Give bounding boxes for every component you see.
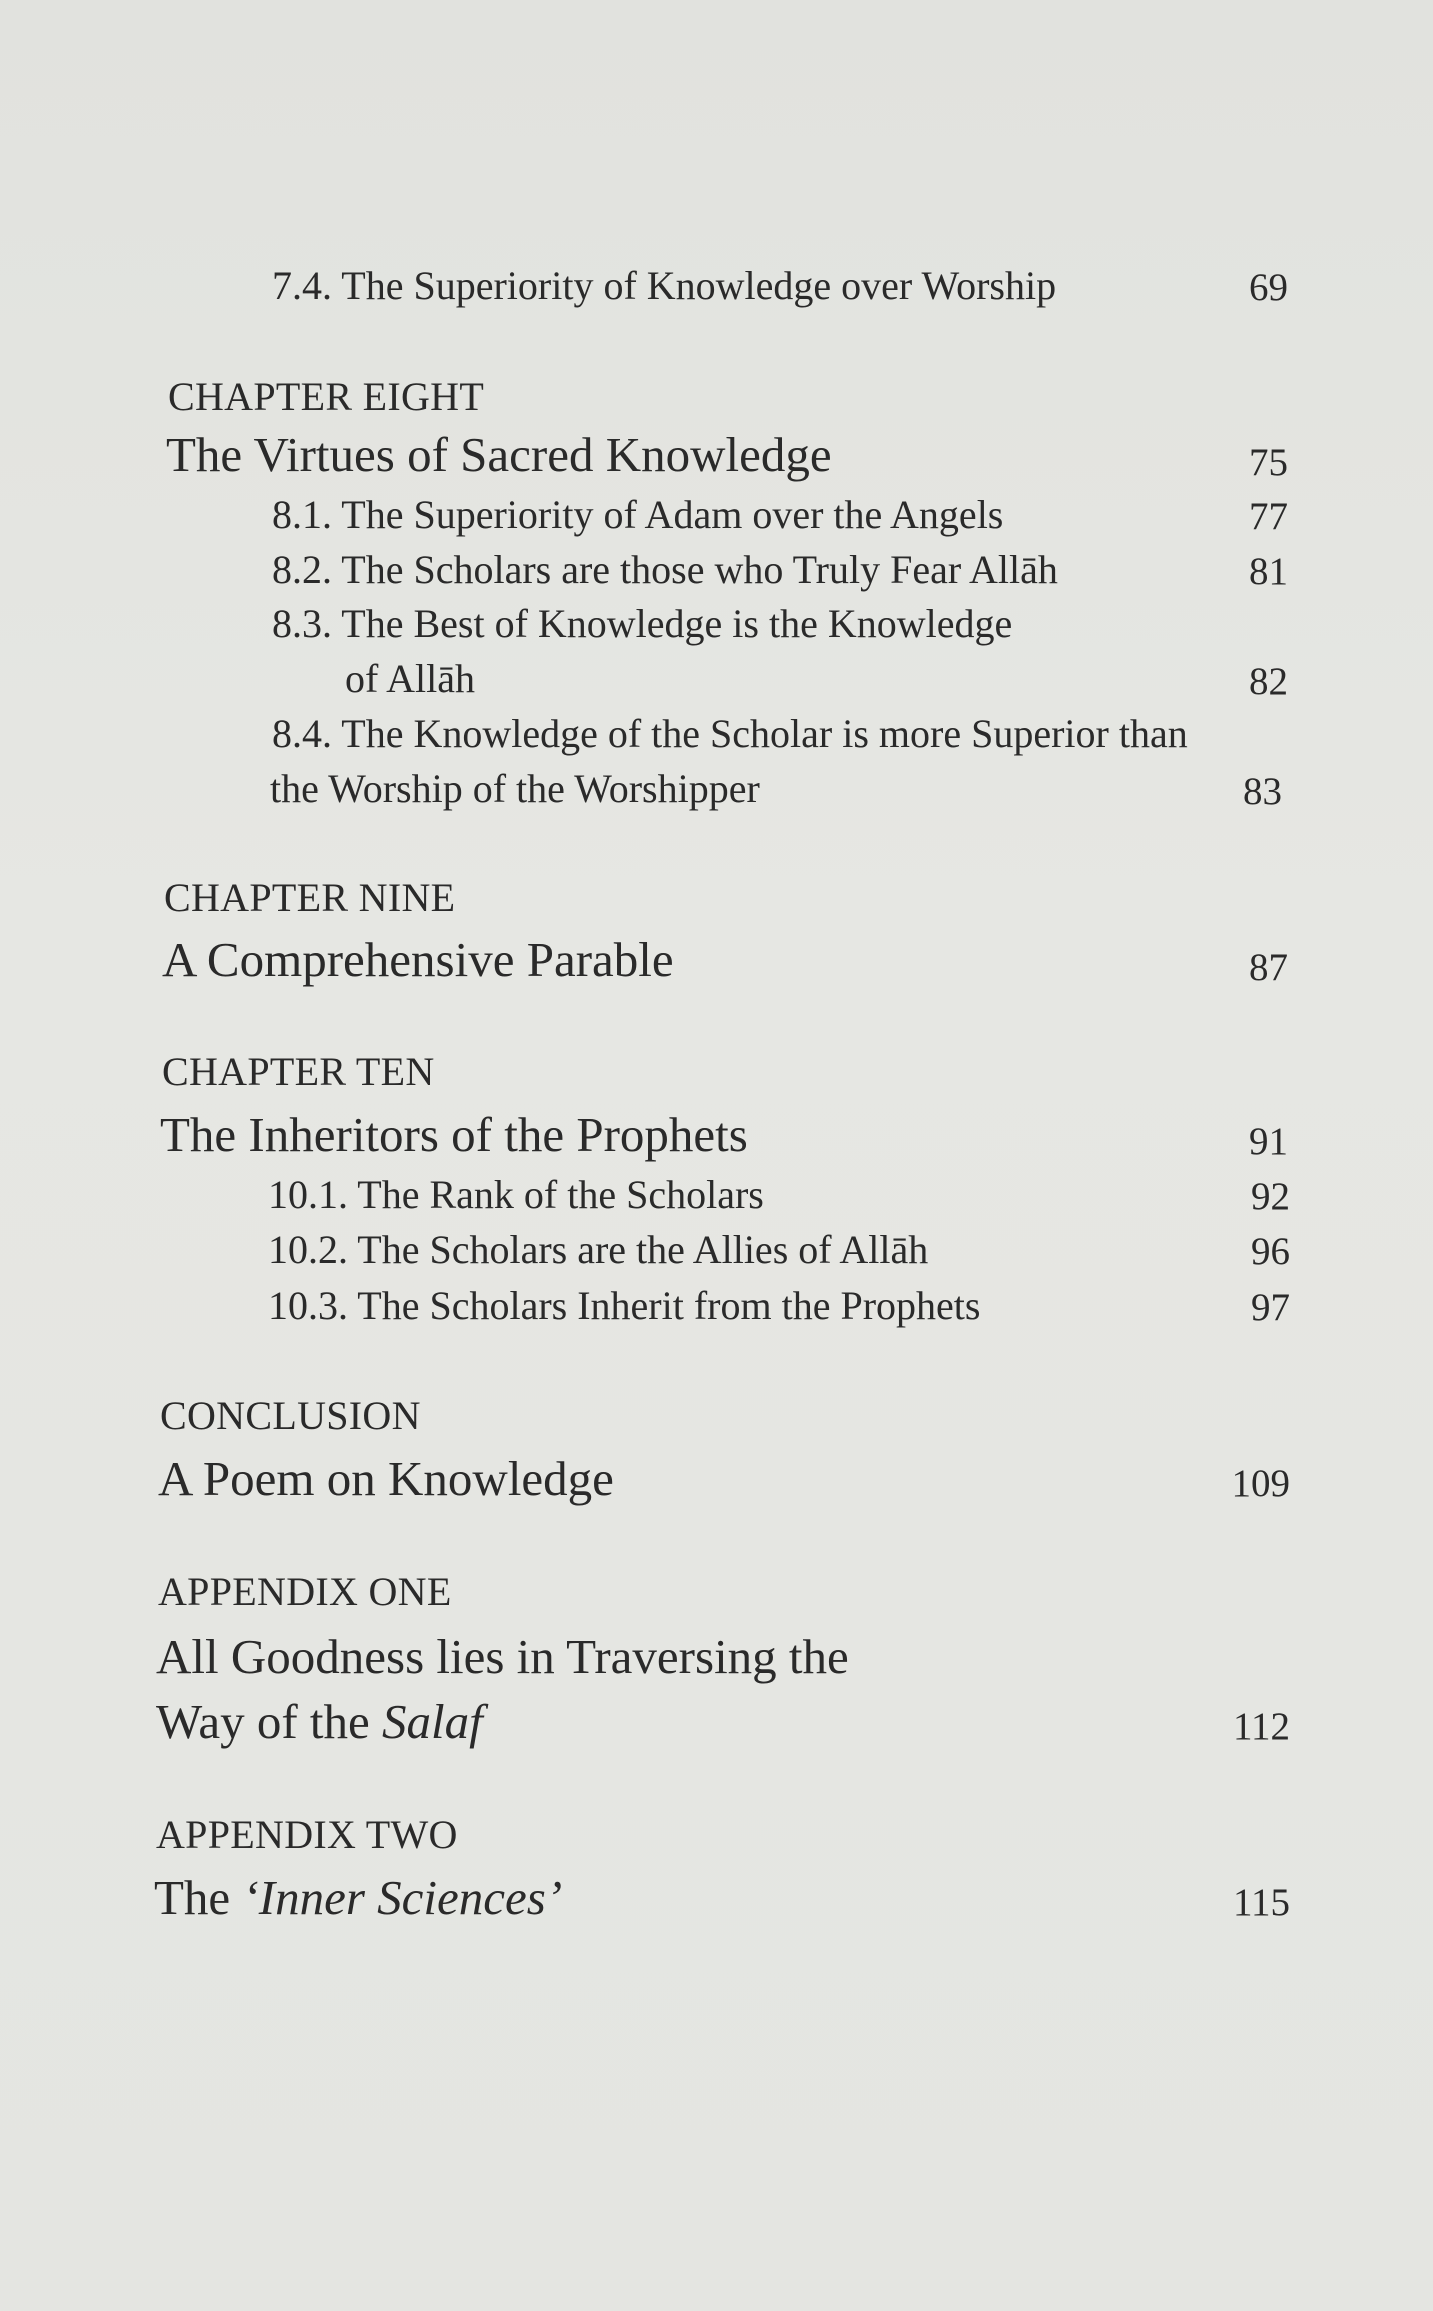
appendix-title-text: The [154,1870,243,1925]
section-8-1: 8.1. The Superiority of Adam over the Angels [272,492,1004,537]
page-number: 81 [1249,550,1288,593]
appendix-title-line2 [156,1694,483,1749]
section-8-3-line2: of Allāh [345,656,475,701]
chapter-label: CONCLUSION [160,1393,421,1438]
section-8-2: 8.2. The Scholars are those who Truly Fear Allāh [272,547,1058,592]
page-number: 75 [1249,441,1288,484]
page-number: 115 [1232,1881,1290,1924]
page-number: 109 [1231,1462,1290,1505]
chapter-title: The Virtues of Sacred Knowledge [166,427,832,482]
appendix-label: APPENDIX TWO [156,1812,458,1857]
page-number: 77 [1249,495,1288,538]
section-8-4-line2: the Worship of the Worshipper [270,766,760,811]
page-number: 97 [1251,1286,1290,1329]
section-10-2: 10.2. The Scholars are the Allies of Allāh [268,1227,929,1272]
page-number: 92 [1251,1175,1290,1218]
chapter-title: A Comprehensive Parable [162,932,674,987]
appendix-title-text: Way of the [156,1694,383,1749]
page-number: 83 [1243,770,1282,813]
chapter-label: CHAPTER TEN [162,1049,435,1094]
page-number: 82 [1249,660,1288,703]
section-8-4-line1: 8.4. The Knowledge of the Scholar is more Superior than [272,711,1188,756]
page-number: 87 [1249,946,1288,989]
appendix-title-italic: Salaf [382,1694,483,1749]
appendix-title-line1: All Goodness lies in Traversing the [156,1629,849,1684]
page-number: 112 [1232,1705,1290,1748]
appendix-title-italic: ‘Inner Sciences’ [242,1870,563,1925]
page-number: 96 [1251,1230,1290,1273]
page-number: 91 [1249,1120,1288,1163]
chapter-title: The Inheritors of the Prophets [160,1107,748,1162]
appendix-title [154,1870,563,1925]
page-number: 69 [1249,266,1288,309]
section-text: 7.4. The Superiority of Knowledge over Worship [272,263,1057,308]
chapter-title: A Poem on Knowledge [158,1451,614,1506]
appendix-label: APPENDIX ONE [158,1569,452,1614]
section-8-3-line1: 8.3. The Best of Knowledge is the Knowledge [272,601,1013,646]
section-10-1: 10.1. The Rank of the Scholars [268,1172,764,1217]
section-7-4 [272,263,1057,308]
chapter-label: CHAPTER NINE [164,875,456,920]
section-10-3: 10.3. The Scholars Inherit from the Prophets [268,1283,981,1328]
chapter-label: CHAPTER EIGHT [168,374,485,419]
